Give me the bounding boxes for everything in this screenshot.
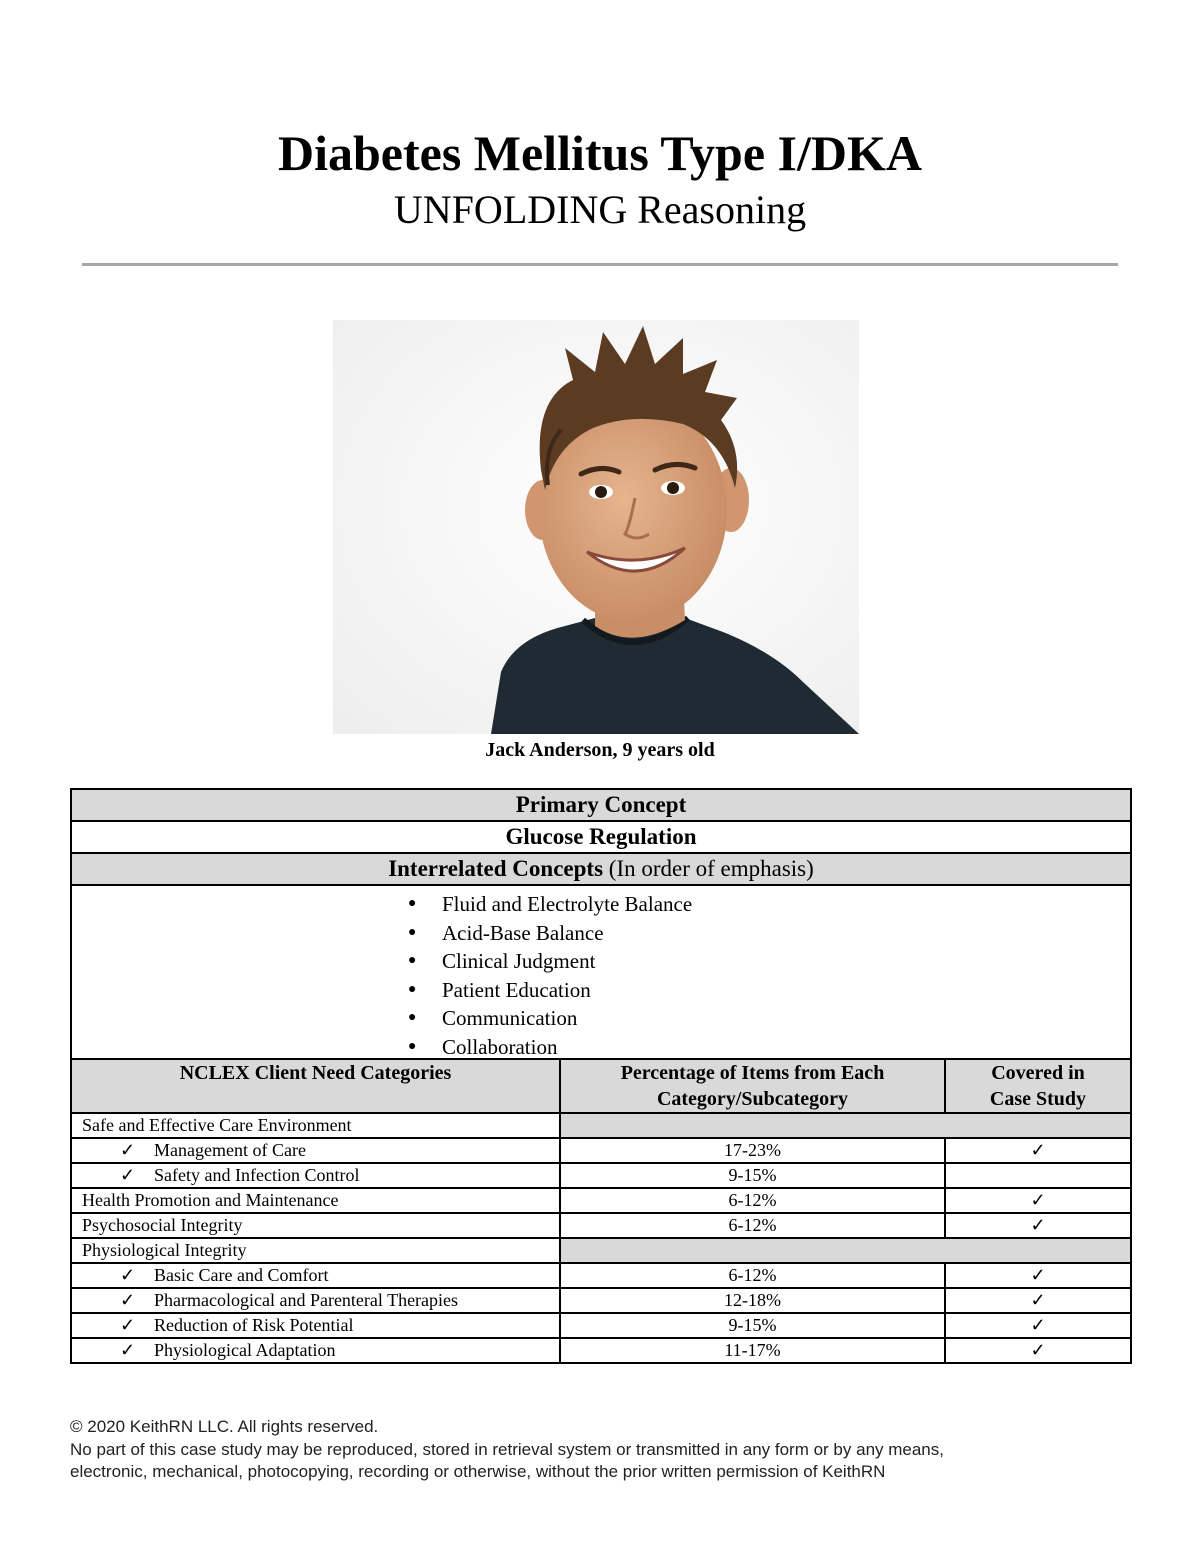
table-row [71, 1113, 1131, 1138]
covered-cell: ✓ [945, 1313, 1131, 1338]
percentage-cell: 6-12% [560, 1263, 945, 1288]
table-row [71, 1288, 1131, 1313]
column-header-percentage [560, 1059, 945, 1113]
document-title: Diabetes Mellitus Type I/DKA [278, 125, 922, 181]
primary-concept-label: Primary Concept [71, 789, 1131, 821]
category-cell [71, 1238, 560, 1263]
copyright-footer [70, 1416, 1150, 1484]
category-label: Basic Care and Comfort [154, 1265, 329, 1285]
list-item [408, 1004, 1130, 1033]
table-row [71, 1163, 1131, 1188]
interrelated-concepts-label: Interrelated Concepts [388, 856, 604, 881]
concept-label: Patient Education [442, 977, 591, 1002]
percentage-cell: 12-18% [560, 1288, 945, 1313]
checkmark-icon: ✓ [120, 1140, 136, 1160]
percentage-cell: 6-12% [560, 1188, 945, 1213]
bullet-icon: ● [408, 1010, 417, 1026]
shaded-cell [560, 1113, 1131, 1138]
column-header-category: NCLEX Client Need Categories [71, 1059, 560, 1113]
list-item [408, 1033, 1130, 1062]
bullet-icon: ● [408, 924, 417, 940]
category-label: Management of Care [154, 1140, 306, 1160]
patient-photo [333, 320, 859, 734]
column-header-covered [945, 1059, 1131, 1113]
covered-cell: ✓ [945, 1288, 1131, 1313]
category-cell [71, 1213, 560, 1238]
checkmark-icon: ✓ [120, 1265, 136, 1285]
covered-cell: ✓ [945, 1138, 1131, 1163]
photo-caption: Jack Anderson, 9 years old [485, 739, 715, 761]
category-cell [71, 1288, 560, 1313]
category-label: Pharmacological and Parenteral Therapies [154, 1290, 459, 1310]
percentage-cell: 11-17% [560, 1338, 945, 1363]
header-line: Percentage of Items from Each [620, 1062, 885, 1084]
table-row [71, 1263, 1131, 1288]
table-row [71, 1213, 1131, 1238]
list-item [408, 976, 1130, 1005]
percentage-cell: 9-15% [560, 1163, 945, 1188]
table-row [71, 1338, 1131, 1363]
bullet-icon: ● [408, 953, 417, 969]
interrelated-concepts-note: (In order of emphasis) [608, 856, 814, 881]
covered-cell: ✓ [945, 1338, 1131, 1363]
concept-label: Clinical Judgment [442, 949, 596, 974]
category-label: Physiological Integrity [82, 1240, 247, 1260]
interrelated-concepts-cell [71, 885, 1131, 1059]
checkmark-icon: ✓ [120, 1290, 136, 1310]
document-subtitle: UNFOLDING Reasoning [393, 187, 807, 232]
concept-label: Collaboration [442, 1034, 558, 1059]
category-cell [71, 1188, 560, 1213]
concept-label: Acid-Base Balance [442, 920, 604, 945]
category-label: Psychosocial Integrity [82, 1215, 243, 1235]
percentage-cell: 17-23% [560, 1138, 945, 1163]
percentage-cell: 9-15% [560, 1313, 945, 1338]
category-label: Physiological Adaptation [154, 1340, 336, 1360]
bullet-icon: ● [408, 1038, 417, 1054]
interrelated-concepts-list [72, 886, 1130, 1058]
checkmark-icon: ✓ [120, 1340, 136, 1360]
header-line: Case Study [989, 1088, 1087, 1110]
table-row [71, 1238, 1131, 1263]
category-label: Safe and Effective Care Environment [82, 1115, 352, 1135]
category-label: Health Promotion and Maintenance [82, 1190, 339, 1210]
header-line: Covered in [991, 1062, 1085, 1084]
covered-cell [945, 1163, 1131, 1188]
concept-label: Communication [442, 1006, 578, 1031]
table-row [71, 1313, 1131, 1338]
list-item [408, 890, 1130, 919]
rights-line: No part of this case study may be reproduced, stored in retrieval system or transmitted in any form or by any means, [70, 1439, 944, 1459]
bullet-icon: ● [408, 981, 417, 997]
category-cell [71, 1138, 560, 1163]
table-row [71, 1188, 1131, 1213]
shaded-cell [560, 1238, 1131, 1263]
list-item [408, 947, 1130, 976]
percentage-cell: 6-12% [560, 1213, 945, 1238]
checkmark-icon: ✓ [120, 1165, 136, 1185]
checkmark-icon: ✓ [120, 1315, 136, 1335]
rights-line: electronic, mechanical, photocopying, recording or otherwise, without the prior written permission of KeithRN [70, 1462, 886, 1481]
category-cell [71, 1263, 560, 1288]
title-divider [82, 263, 1118, 266]
interrelated-concepts-header [71, 853, 1131, 885]
category-cell [71, 1338, 560, 1363]
category-cell [71, 1163, 560, 1188]
covered-cell: ✓ [945, 1213, 1131, 1238]
covered-cell: ✓ [945, 1263, 1131, 1288]
category-cell [71, 1113, 560, 1138]
list-item [408, 919, 1130, 948]
category-label: Safety and Infection Control [154, 1165, 360, 1185]
header-line: Category/Subcategory [656, 1088, 849, 1110]
category-cell [71, 1313, 560, 1338]
category-label: Reduction of Risk Potential [154, 1315, 354, 1335]
bullet-icon: ● [408, 896, 417, 911]
table-row [71, 1138, 1131, 1163]
concept-table [70, 788, 1132, 1364]
concept-label: Fluid and Electrolyte Balance [442, 892, 693, 916]
copyright-line: © 2020 KeithRN LLC. All rights reserved. [70, 1417, 379, 1436]
primary-concept: Glucose Regulation [71, 821, 1131, 853]
covered-cell: ✓ [945, 1188, 1131, 1213]
